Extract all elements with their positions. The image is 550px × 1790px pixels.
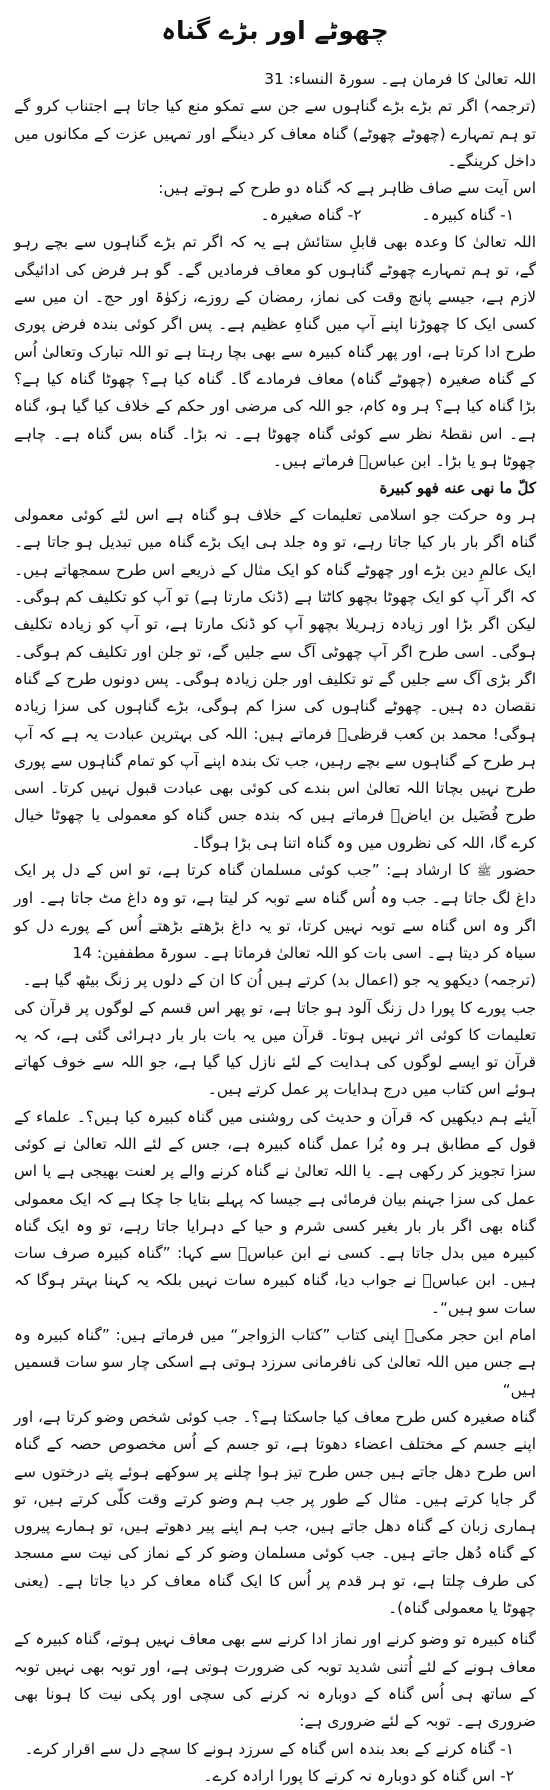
salutation-symbol: ﷺ — [476, 864, 492, 879]
page-title: چھوٹے اور بڑے گناہ — [161, 16, 389, 45]
hadith-prefix: حضور — [497, 861, 536, 880]
body-paragraph: آیئے ہم دیکھیں کہ قرآن و حدیث کی روشنی میں گناہ کبیرہ کیا ہیں؟۔ علماء کے قول کے مطابق ہر وہ بُرا عمل گناہ کبیرہ ہے، جس کے لئے اللہ تعالیٰ نے کوئی سزا تجویز کر رکھی ہے۔ یا اللہ تعالیٰ نے گناہ کرنے والے پر لعنت بھیجی ہے یا اس عمل کی سزا جہنم بیان فرمائی ہے جیسا کہ پہلے بتایا جا چکا ہے کہ ایک معمولی گناہ بھی اگر بار بار بغیر کسی شرم و حیا کے دہرایا جاتا رہے، تو وہ ایک گناہ کبیرہ میں بدل جاتا ہے۔ کسی نے ابن عباسؓ سے کہا: ”گناہ کبیرہ صرف سات ہیں۔ ابن عباسؓ نے جواب دیا، گناہ کبیرہ سات نہیں بلکہ یہ کہنا بہتر ہوگا کہ سات سو ہیں“۔ — [14, 1107, 536, 1317]
list-item: ۱- گناہ کرنے کے بعد بندہ اس گناہ کے سرزد ہونے کا سچے دل سے اقرار کرے۔ — [24, 1739, 514, 1758]
hadith-text: کا ارشاد ہے: ”جب کوئی مسلمان گناہ کرتا ہے، تو اس کے دل پر ایک داغ لگ جاتا ہے۔ جب وہ اُس گناہ سے توبہ کر لیتا ہے، تو وہ داغ مٹ جاتا ہے۔ اور اگر وہ اس گناہ سے توبہ نہیں کرتا، تو یہ داغ بڑھتے بڑھتے اُس کے پورے دل کو سیاہ کر دیتا ہے۔ اسی بات کو اللہ تعالیٰ فرماتا ہے۔ سورۃ مطففین: 14 — [14, 861, 536, 962]
sin-types-list — [14, 202, 536, 229]
body-paragraph: ہر وہ حرکت جو اسلامی تعلیمات کے خلاف ہو گناہ ہے اس لئے کوئی معمولی گناہ اگر بار بار کیا جاتا رہے، تو وہ جلد ہی ایک بڑے گناہ میں تبدیل ہو جاتا ہے۔ ایک عالمِ دین بڑے اور چھوٹے گناہ کو ایک مثال کے ذریعے اس طرح سمجھاتے ہیں۔ کہ اگر آپ کو ایک چھوٹا بچھو کاٹتا ہے (ڈنک مارتا ہے) تو آپ کو تکلیف کم ہوگی۔ لیکن اگر بڑا اور زیادہ زہریلا بچھو آپ کو ڈنک مارتا ہے، تو آپ کو زیادہ تکلیف ہوگی۔ اسی طرح اگر آپ چھوٹی آگ سے جلیں گے، تو جلن اور تکلیف کم ہوگی۔ اگر بڑی آگ سے جلیں گے تو تکلیف اور جلن زیادہ ہوگی۔ پس دونوں طرح کے گناہ نقصان دہ ہیں۔ چھوٹے گناہوں کی سزا کم ہوگی، بڑے گناہوں کی سزا زیادہ ہوگی! محمد بن کعب قرظیؒ فرماتے ہیں: اللہ کی بہترین عبادت یہ ہے کہ آپ ہر طرح کے گناہوں سے بچے رہیں، جب تک بندہ اپنے آپ کو تمام گناہوں سے پوری طرح نہیں بچاتا اللہ تعالیٰ اس بندے کی کوئی بھی عبادت قبول نہیں کرتا۔ اسی طرح فُضَیل بن ایاضؒ فرماتے ہیں کہ بندہ جس گناہ کو معمولی یا چھوٹا خیال کرے گا، اللہ کی نظروں میں وہ گناہ اتنا ہی بڑا ہوگا۔ — [14, 506, 536, 852]
translation-paragraph: (ترجمہ) اگر تم بڑے بڑے گناہوں سے جن سے تمکو منع کیا جاتا ہے اجتناب کرو گے تو ہم تمہارے (چھوٹے چھوٹے) گناہ معاف کر دینگے اور تمہیں عزت کے مکانوں میں داخل کرینگے۔ — [14, 97, 536, 170]
intro-paragraph: اس آیت سے صاف ظاہر ہے کہ گناہ دو طرح کے ہوتے ہیں: — [158, 179, 536, 198]
list-item: ۲- گناہ صغیرہ۔ — [260, 206, 362, 225]
arabic-quote: کلّ ما نهی عنه فهو کبیرة — [379, 479, 536, 498]
body-paragraph: گناہ صغیرہ کس طرح معاف کیا جاسکتا ہے؟۔ جب کوئی شخص وضو کرتا ہے، اور اپنے جسم کے مختلف اعضاء دھوتا ہے، تو جسم کے اُس مخصوص حصہ کے گناہ اس طرح دھل جاتے ہیں جس طرح تیز ہوا چلنے پر سوکھے ہوئے پتے درختوں سے گر جایا کرتے ہیں۔ مثال کے طور پر جب ہم وضو کرتے وقت کلّی کرتے ہیں، تو ہماری زبان کے گناہ دھل جاتے ہیں، جب ہم اپنے پیر دھوتے ہیں، تو ہمارے پیروں کے گناہ دُھل جاتے ہیں۔ جب کوئی مسلمان وضو کر کے نماز کی نیت سے مسجد کی طرف چلتا ہے، تو ہر قدم پر اُس کا ایک گناہ معاف کر دیا جاتا ہے۔ (یعنی چھوٹا یا معمولی گناہ)۔ — [14, 1407, 536, 1618]
list-item: ۱- گناہ کبیرہ۔ — [421, 206, 514, 225]
body-paragraph: جب پورے کا پورا دل زنگ آلود ہو جاتا ہے، تو پھر اس قسم کے لوگوں پر قرآن کی تعلیمات کا کوئی اثر نہیں ہوتا۔ قرآن میں یہ بات بار بار دہرائی گئی ہے، کہ یہ قرآن تو ایسے لوگوں کی ہدایت کے لئے نازل کیا گیا ہے، جو اللہ سے خوف کھاتے ہوئے اس کتاب میں درج ہدایات پر عمل کرتے ہیں۔ — [14, 998, 536, 1099]
body-paragraph: امام ابن حجر مکیؒ اپنی کتاب ”کتاب الزواجر“ میں فرماتے ہیں: ”گناہ کبیرہ وہ ہے جس میں اللہ تعالیٰ کی نافرمانی سرزد ہوتی ہے اسکی چار سو سات قسمیں ہیں“ — [14, 1326, 536, 1399]
translation-paragraph: (ترجمہ) دیکھو یہ جو (اعمال بد) کرتے ہیں اُن کا ان کے دلوں پر زنگ بیٹھ گیا ہے۔ — [22, 971, 536, 990]
quran-reference: اللہ تعالیٰ کا فرمان ہے۔ سورۃ النساء: 31 — [264, 70, 536, 88]
list-item: ۲- اس گناہ کو دوبارہ نہ کرنے کا پورا ارادہ کرے۔ — [203, 1766, 514, 1785]
body-paragraph: گناہ کبیرہ تو وضو کرنے اور نماز ادا کرنے سے بھی معاف نہیں ہوتے، گناہ کبیرہ کے معاف ہونے کے لئے اُتنی شدید توبہ کی ضرورت ہوتی ہے، اور توبہ بھی نہیں توبہ کے ساتھ ہی اُس گناہ کے دوبارہ نہ کرنے کی سچی اور پکی نیت کا ہونا بھی ضروری ہے۔ توبہ کے لئے ضروری ہے: — [14, 1630, 536, 1731]
hadith-paragraph — [14, 857, 536, 967]
body-paragraph: اللہ تعالیٰ کا وعدہ بھی قابلِ ستائش ہے یہ کہ اگر تم بڑے گناہوں سے بچے رہو گے، تو ہم تمہارے چھوٹے گناہوں کو معاف فرمادیں گے۔ گو ہر فرض کی ادائیگی لازم ہے، جیسے پانچ وقت کی نماز، رمضان کے روزے، زکوٰۃ اور حج۔ ان میں سے کسی ایک کا چھوڑنا اپنے آپ میں گناہِ عظیم ہے۔ پس اگر کوئی بندہ فرض پوری طرح ادا کرتا ہے، اور پھر گناہ کبیرہ سے بھی بچا رہتا ہے تو اللہ تبارک وتعالیٰ اُس کے گناہ صغیرہ (چھوٹے گناہ) معاف فرمادے گا۔ گناہ کیا ہے؟ چھوٹا گناہ کیا ہے؟ بڑا گناہ کیا ہے؟ ہر وہ کام، جو اللہ کی مرضی اور حکم کے خلاف کیا گیا ہو، گناہ ہے۔ اس نقطۂ نظر سے کوئی گناہ چھوٹا ہے۔ نہ بڑا۔ گناہ بس گناہ ہے۔ چاہے چھوٹا ہو یا بڑا۔ ابن عباسؓ فرماتے ہیں۔ — [14, 233, 536, 470]
